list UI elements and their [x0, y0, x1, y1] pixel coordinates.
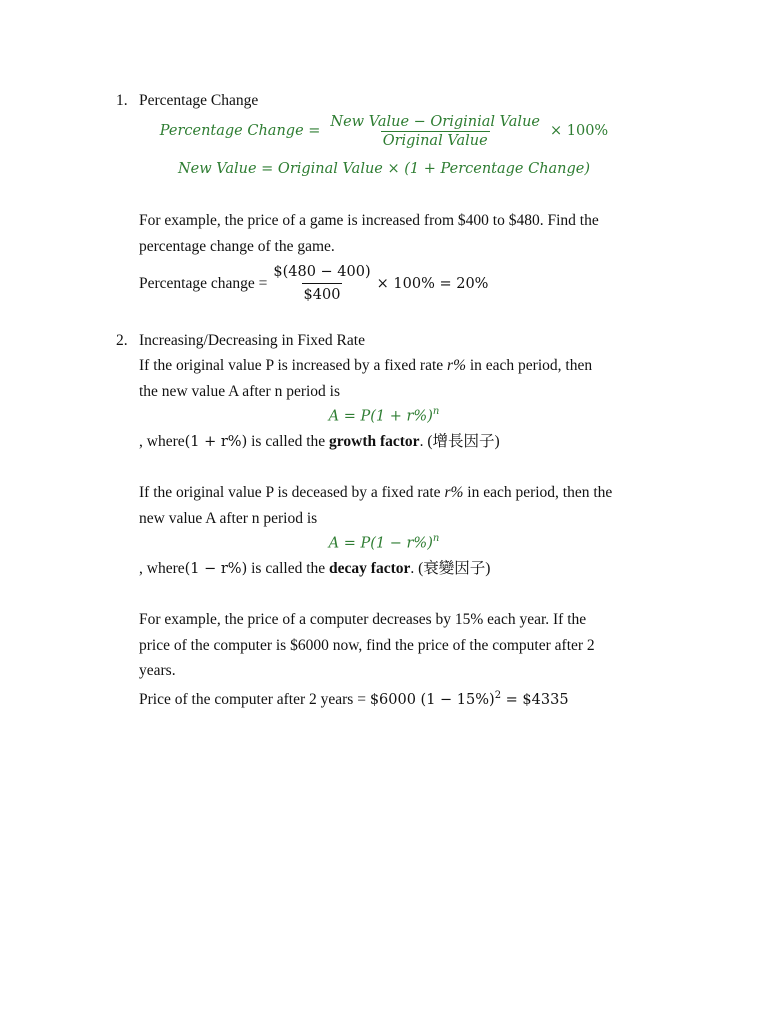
decay-factor-line: , where(1 − r%) is called the decay factor. (衰變因子)	[139, 560, 491, 577]
decay-formula: $A = P(1 - r\%)^n$	[328, 533, 440, 552]
section-2-heading: Increasing/Decreasing in Fixed Rate	[139, 332, 365, 349]
growth-factor-term: growth factor	[329, 433, 420, 450]
example-1-line-1: For example, the price of a game is increased from $400 to $480. Find the	[139, 212, 599, 229]
formula-denominator: Original Value	[382, 133, 488, 149]
decrease-line-2: new value A after n period is	[139, 510, 318, 527]
section-1-heading: Percentage Change	[139, 92, 259, 109]
new-value-formula: New Value = Original Value × (1 + Percentage Change)	[177, 161, 591, 177]
example-1-line-2: percentage change of the game.	[139, 238, 335, 255]
increase-line-1: If the original value P is increased by a fixed rate r% in each period, then	[139, 357, 593, 374]
section-1-number: 1.	[116, 92, 128, 109]
section-2-number: 2.	[116, 332, 128, 349]
example-1-calculation: Percentage change = $\frac{\$(480 - 400)}{\$400}$ × 100% = 20%	[139, 264, 489, 303]
example-2-line-1: For example, the price of a computer decreases by 15% each year. If the	[139, 611, 587, 628]
percentage-change-formula: Percentage Change = $\frac{\text{New Value − Originial Value}}{\text{Original Value}}$ × 100%	[159, 114, 609, 149]
increase-line-2: the new value A after n period is	[139, 383, 341, 400]
growth-factor-line: , where(1 + r%) is called the growth factor. (增長因子)	[139, 433, 500, 450]
decay-factor-term: decay factor	[329, 560, 411, 577]
formula-numerator: New Value − Originial Value	[330, 114, 540, 130]
example-2-line-2: price of the computer is $6000 now, find the price of the computer after 2	[139, 637, 595, 654]
example-2-result: Price of the computer after 2 years = $6000 $(1 - 15\%)^2$ = $4335	[139, 690, 569, 709]
decrease-line-1: If the original value P is deceased by a fixed rate r% in each period, then the	[139, 484, 613, 501]
growth-formula: $A = P(1 + r\%)^n$	[328, 406, 440, 425]
example-2-line-3: years.	[139, 662, 176, 679]
